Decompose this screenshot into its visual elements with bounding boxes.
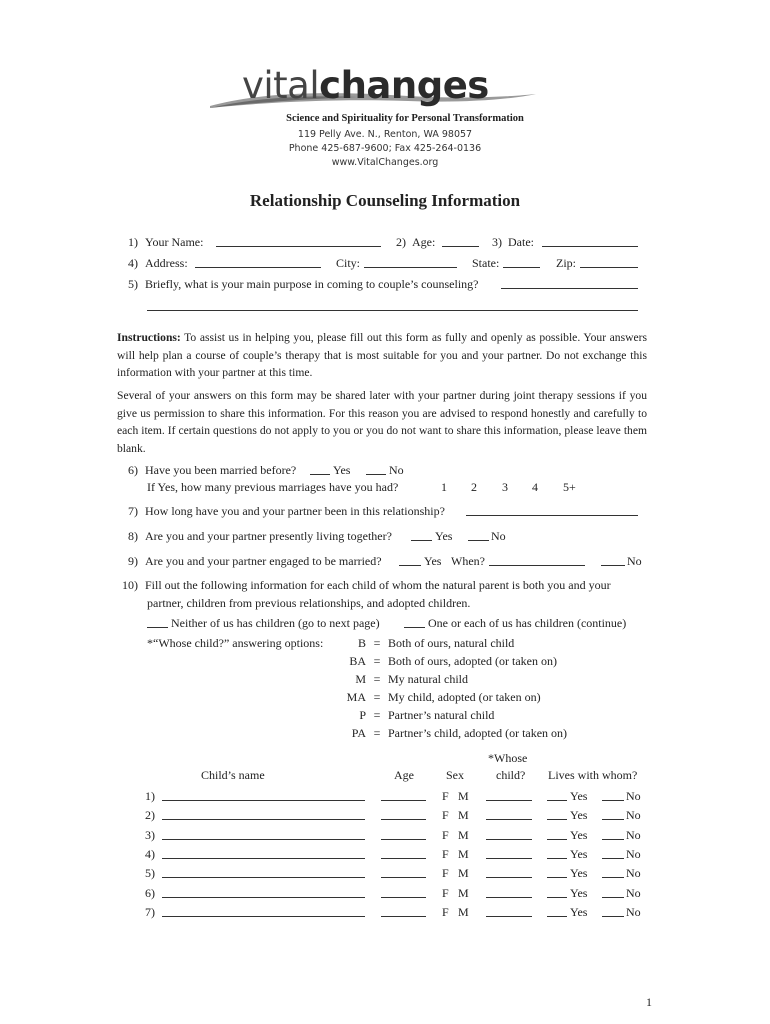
living-yes-label: Yes <box>435 529 453 543</box>
whose-child-field[interactable] <box>486 819 532 820</box>
city-label: City: <box>336 256 361 270</box>
header-whose-line2: child? <box>496 768 526 782</box>
has-children-label: One or each of us has children (continue) <box>428 616 627 630</box>
previous-marriages-label: If Yes, how many previous marriages have you had? <box>147 480 399 494</box>
child-age-field[interactable] <box>381 819 426 820</box>
engaged-yes-label: Yes <box>424 554 442 568</box>
engaged-when-field[interactable] <box>489 565 585 566</box>
child-name-field[interactable] <box>162 916 365 917</box>
lives-yes-blank[interactable] <box>547 897 567 898</box>
purpose-field[interactable] <box>501 288 638 289</box>
question-7 <box>128 504 445 518</box>
option-code: M <box>355 672 366 686</box>
whose-child-options-label: *“Whose child?” answering options: <box>147 636 324 650</box>
marriage-count-5plus[interactable]: 5+ <box>563 480 576 494</box>
date-field[interactable] <box>542 246 638 247</box>
q4-number: 4) <box>128 256 138 270</box>
question-2 <box>396 235 435 249</box>
option-equals: = <box>373 708 381 722</box>
child-name-field[interactable] <box>162 819 365 820</box>
row-number: 7) <box>145 905 155 919</box>
q2-number: 2) <box>396 235 406 249</box>
sex-option-f[interactable]: F <box>442 808 449 822</box>
whose-child-field[interactable] <box>486 877 532 878</box>
instructions-text: To assist us in helping you, please fill out this form as fully and openly as possible. Your answers will help plan a course of couple’s therapy that is most suitable for you and your partner. Do not exchange this information with your partner at this time. <box>117 331 647 379</box>
lives-yes-blank[interactable] <box>547 819 567 820</box>
row-number: 6) <box>145 886 155 900</box>
zip-field[interactable] <box>580 267 638 268</box>
option-equals: = <box>373 726 381 740</box>
row-number: 3) <box>145 828 155 842</box>
lives-yes-blank[interactable] <box>547 877 567 878</box>
married-no-blank[interactable] <box>366 474 386 475</box>
marriage-count-2[interactable]: 2 <box>471 480 477 494</box>
sex-option-f[interactable]: F <box>442 847 449 861</box>
q6-label: Have you been married before? <box>145 463 297 477</box>
lives-yes-label: Yes <box>570 789 588 803</box>
q7-label: How long have you and your partner been in this relationship? <box>145 504 445 518</box>
child-name-field[interactable] <box>162 858 365 859</box>
option-equals: = <box>373 672 381 686</box>
sex-option-m[interactable]: M <box>458 886 469 900</box>
q1-number: 1) <box>128 235 138 249</box>
child-age-field[interactable] <box>381 877 426 878</box>
lives-no-label: No <box>626 828 641 842</box>
lives-no-blank[interactable] <box>602 800 624 801</box>
q10-number: 10) <box>122 578 138 592</box>
lives-yes-label: Yes <box>570 828 588 842</box>
engaged-when-label: When? <box>451 554 485 568</box>
married-no-label: No <box>389 463 404 477</box>
sex-option-m[interactable]: M <box>458 905 469 919</box>
relationship-length-field[interactable] <box>466 515 638 516</box>
question-10 <box>122 578 611 592</box>
question-9 <box>128 554 382 568</box>
header-child-name: Child’s name <box>201 768 265 782</box>
child-age-field[interactable] <box>381 897 426 898</box>
engaged-yes-blank[interactable] <box>399 565 421 566</box>
instructions-paragraph <box>117 329 647 382</box>
married-yes-label: Yes <box>333 463 351 477</box>
question-6 <box>128 463 296 477</box>
child-age-field[interactable] <box>381 839 426 840</box>
q9-number: 9) <box>128 554 138 568</box>
lives-yes-blank[interactable] <box>547 839 567 840</box>
option-row <box>340 654 557 668</box>
q8-number: 8) <box>128 529 138 543</box>
living-no-blank[interactable] <box>468 540 489 541</box>
lives-yes-label: Yes <box>570 847 588 861</box>
purpose-field-line2[interactable] <box>147 310 638 311</box>
q4-label: Address: <box>145 256 188 270</box>
option-equals: = <box>373 654 381 668</box>
child-name-field[interactable] <box>162 800 365 801</box>
website-line: www.VitalChanges.org <box>331 157 439 168</box>
q1-label: Your Name: <box>145 235 204 249</box>
header-sex: Sex <box>446 768 464 782</box>
option-row <box>340 636 514 650</box>
child-age-field[interactable] <box>381 800 426 801</box>
child-age-field[interactable] <box>381 916 426 917</box>
sex-option-m[interactable]: M <box>458 808 469 822</box>
whose-child-field[interactable] <box>486 858 532 859</box>
sex-option-f[interactable]: F <box>442 789 449 803</box>
sex-option-m[interactable]: M <box>458 847 469 861</box>
child-name-field[interactable] <box>162 839 365 840</box>
age-field[interactable] <box>442 246 479 247</box>
sex-option-f[interactable]: F <box>442 905 449 919</box>
question-3 <box>492 235 534 249</box>
option-desc: My natural child <box>388 672 468 686</box>
lives-no-blank[interactable] <box>602 916 624 917</box>
header-lives-with: Lives with whom? <box>548 768 638 782</box>
sex-option-f[interactable]: F <box>442 886 449 900</box>
header-whose-line1: *Whose <box>488 751 528 765</box>
option-desc: Partner’s natural child <box>388 708 495 722</box>
lives-yes-label: Yes <box>570 905 588 919</box>
address-line: 119 Pelly Ave. N., Renton, WA 98057 <box>297 129 473 140</box>
lives-no-label: No <box>626 866 641 880</box>
lives-no-blank[interactable] <box>602 897 624 898</box>
option-code: MA <box>346 690 366 704</box>
row-number: 4) <box>145 847 155 861</box>
q9-label: Are you and your partner engaged to be married? <box>145 554 382 568</box>
logo-text-light: vital <box>242 64 320 107</box>
lives-no-blank[interactable] <box>602 819 624 820</box>
lives-no-label: No <box>626 789 641 803</box>
engaged-no-label: No <box>627 554 642 568</box>
lives-no-blank[interactable] <box>602 877 624 878</box>
lives-no-label: No <box>626 886 641 900</box>
logo-text-bold: changes <box>319 64 489 107</box>
instructions-lead: Instructions: <box>117 331 181 344</box>
sex-option-m[interactable]: M <box>458 828 469 842</box>
sex-option-m[interactable]: M <box>458 866 469 880</box>
lives-no-blank[interactable] <box>602 839 624 840</box>
whose-child-field[interactable] <box>486 839 532 840</box>
engaged-no-blank[interactable] <box>601 565 625 566</box>
question-4 <box>128 256 188 270</box>
q2-label: Age: <box>412 235 436 249</box>
option-code: PA <box>351 726 366 740</box>
page-title: Relationship Counseling Information <box>249 191 521 210</box>
sex-option-m[interactable]: M <box>458 789 469 803</box>
option-code: BA <box>349 654 366 668</box>
neither-children-label: Neither of us has children (go to next page) <box>171 616 380 630</box>
option-row <box>340 672 468 686</box>
marriage-count-3[interactable]: 3 <box>502 480 508 494</box>
option-desc: My child, adopted (or taken on) <box>388 690 541 704</box>
city-field[interactable] <box>364 267 457 268</box>
q3-number: 3) <box>492 235 502 249</box>
child-name-field[interactable] <box>162 897 365 898</box>
lives-yes-blank[interactable] <box>547 858 567 859</box>
sharing-paragraph: Several of your answers on this form may be shared later with your partner during joint therapy sessions if you give us permission to share this information. For this reason you are advised to respond honestly and carefully to each item. If certain questions do not apply to you or you do not want to share this information, please leave them blank. <box>117 389 647 455</box>
living-no-label: No <box>491 529 506 543</box>
lives-no-label: No <box>626 905 641 919</box>
neither-children-blank[interactable] <box>147 627 168 628</box>
page-number: 1 <box>646 995 652 1009</box>
q10-line2: partner, children from previous relationships, and adopted children. <box>147 596 471 610</box>
option-row <box>340 708 494 722</box>
lives-no-label: No <box>626 808 641 822</box>
has-children-blank[interactable] <box>404 627 425 628</box>
tagline: Science and Spirituality for Personal Transformation <box>286 113 524 124</box>
state-field[interactable] <box>503 267 540 268</box>
q8-label: Are you and your partner presently living together? <box>145 529 392 543</box>
question-5 <box>128 277 479 291</box>
option-desc: Both of ours, adopted (or taken on) <box>388 654 557 668</box>
sex-option-f[interactable]: F <box>442 828 449 842</box>
whose-child-field[interactable] <box>486 897 532 898</box>
zip-label: Zip: <box>556 256 576 270</box>
option-equals: = <box>373 690 381 704</box>
lives-yes-label: Yes <box>570 866 588 880</box>
whose-child-field[interactable] <box>486 916 532 917</box>
lives-yes-blank[interactable] <box>547 916 567 917</box>
row-number: 5) <box>145 866 155 880</box>
living-yes-blank[interactable] <box>411 540 432 541</box>
row-number: 1) <box>145 789 155 803</box>
marriage-count-4[interactable]: 4 <box>532 480 538 494</box>
lives-yes-blank[interactable] <box>547 800 567 801</box>
option-code: P <box>359 708 366 722</box>
q5-label: Briefly, what is your main purpose in coming to couple’s counseling? <box>145 277 479 291</box>
q5-number: 5) <box>128 277 138 291</box>
q3-label: Date: <box>508 235 534 249</box>
row-number: 2) <box>145 808 155 822</box>
header-age: Age <box>394 768 414 782</box>
marriage-count-1[interactable]: 1 <box>441 480 447 494</box>
address-field[interactable] <box>195 267 321 268</box>
lives-no-label: No <box>626 847 641 861</box>
q10-line1: Fill out the following information for each child of whom the natural parent is both you and your <box>145 578 611 592</box>
option-equals: = <box>373 636 381 650</box>
state-label: State: <box>472 256 500 270</box>
option-code: B <box>357 636 366 650</box>
married-yes-blank[interactable] <box>310 474 330 475</box>
lives-no-blank[interactable] <box>602 858 624 859</box>
lives-yes-label: Yes <box>570 808 588 822</box>
question-1 <box>128 235 203 249</box>
option-desc: Both of ours, natural child <box>388 636 515 650</box>
lives-yes-label: Yes <box>570 886 588 900</box>
phone-line: Phone 425-687-9600; Fax 425-264-0136 <box>288 143 482 154</box>
whose-child-field[interactable] <box>486 800 532 801</box>
child-age-field[interactable] <box>381 858 426 859</box>
q7-number: 7) <box>128 504 138 518</box>
name-field[interactable] <box>216 246 381 247</box>
q6-number: 6) <box>128 463 138 477</box>
question-8 <box>128 529 392 543</box>
option-row <box>340 690 541 704</box>
option-desc: Partner’s child, adopted (or taken on) <box>388 726 568 740</box>
option-row <box>340 726 567 740</box>
child-name-field[interactable] <box>162 877 365 878</box>
sex-option-f[interactable]: F <box>442 866 449 880</box>
vitalchanges-logo <box>208 64 538 115</box>
